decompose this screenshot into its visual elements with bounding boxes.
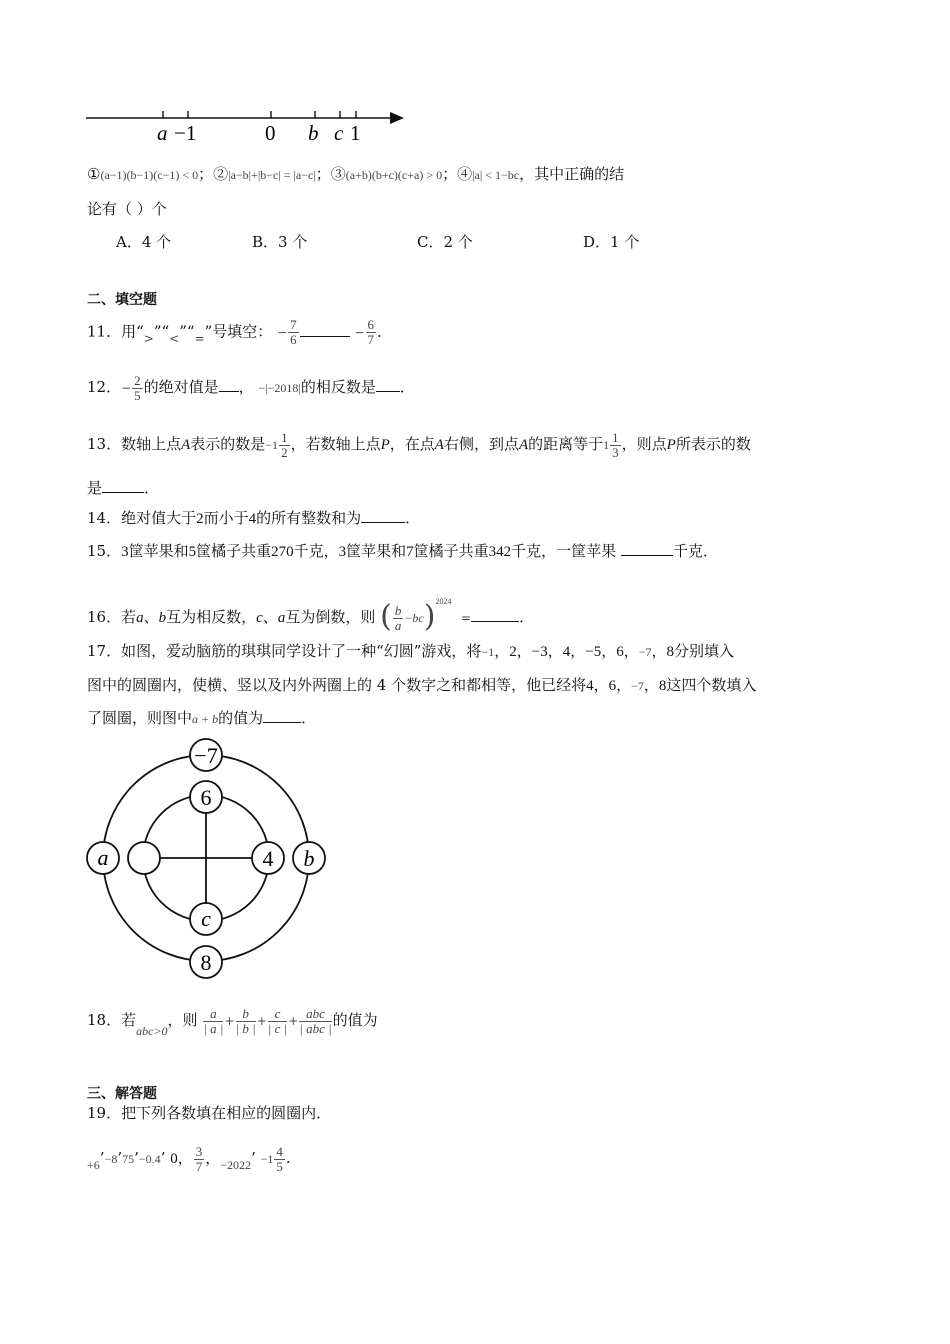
section-2-title: 二、填空题 — [87, 292, 157, 308]
svg-text:8: 8 — [200, 950, 212, 975]
svg-text:4: 4 — [262, 846, 274, 871]
label-a: a — [157, 121, 168, 145]
label-0: 0 — [265, 121, 276, 145]
q19-title: 19．把下列各数填在相应的圆圈内． — [87, 1104, 332, 1122]
fraction-neg-2-5: $\frac{2}{5}$ — [134, 372, 141, 403]
q17-line3: 了圆圈，则图中a + b的值为 ． — [87, 709, 317, 727]
q12: 12．− $\frac{2}{5}$ 的绝对值是 ， −|−2018|的相反数是 ． — [87, 372, 415, 403]
q10-line2: 论有（ ）个 — [87, 200, 167, 218]
fraction-neg-6-7: $\frac{6}{7}$ — [367, 317, 374, 347]
number-line — [80, 100, 420, 146]
q16: 16．若a、b互为相反数，c、a互为倒数，则 ( $\frac{b}{a}$ −bc)$^{2024}$ = ． — [87, 597, 535, 634]
q18: 18．若$_{abc>0}$，则 $\frac{a}{| a |}$ + $\frac{b}{| b |}$ + $\frac{c}{| c |}$ + $\frac{\text{abc}}{\text{| abc |}}$ 的值为 — [87, 1005, 378, 1038]
stmt1-math: (a−1)(b−1)(c−1) < 0 — [100, 168, 199, 182]
exponent-2024: 2024 — [435, 597, 452, 606]
q17-line2: 图中的圆圈内，使横、竖以及内外两圈上的 4 个数字之和都相等，他已经将4，6，−7，8这四个数填入 — [87, 676, 757, 694]
q17-line1: 17．如图，爱动脑筋的琪琪同学设计了一种“幻圆”游戏，将−1，2，−3，4，−5，6，−7，8分别填入 — [87, 642, 735, 660]
q11: 11．用“$_>”“_<”“_=$”号填空： − $\frac{7}{6}$ − $\frac{6}{7}$ ． — [87, 317, 393, 347]
q16-blank[interactable] — [471, 607, 519, 622]
stmt2-math: |a−b|+|b−c| = |a−c| — [228, 168, 316, 182]
option-b: B．3 个 — [252, 233, 308, 251]
option-d: D．1 个 — [583, 233, 640, 251]
node-right-inner — [252, 842, 284, 874]
option-a: A．4 个 — [116, 233, 172, 251]
q13-blank[interactable] — [102, 478, 144, 493]
fraction-b-over-a: $\frac{b}{a}$ — [394, 602, 402, 633]
label-neg1: −1 — [174, 121, 197, 145]
q15-blank[interactable] — [621, 541, 673, 556]
q12-blank-2[interactable] — [376, 377, 400, 392]
section-3-title: 三、解答题 — [87, 1086, 157, 1102]
q14: 14．绝对值大于2而小于4的所有整数和为 ． — [87, 509, 421, 527]
arrow-head-icon — [390, 112, 404, 124]
node-top-inner — [190, 781, 222, 813]
node-right-outer — [293, 842, 325, 874]
fraction-c-abs-c: $\frac{c}{| c |}$ — [267, 1005, 288, 1036]
fraction-neg-7-6: $\frac{7}{6}$ — [290, 317, 297, 347]
magic-circle-diagram — [80, 732, 340, 982]
node-left-outer — [87, 842, 119, 874]
node-bottom-outer — [190, 946, 222, 978]
svg-text:6: 6 — [200, 785, 212, 810]
label-1: 1 — [350, 121, 361, 145]
q13-line2: 是 ． — [87, 479, 160, 497]
q17-blank[interactable] — [263, 708, 301, 723]
q10-statements: ①(a−1)(b−1)(c−1) < 0；②|a−b|+|b−c| = |a−c|；③(a+b)(b+c)(c+a) > 0；④|a| < 1−bc，其中正确的结 — [87, 165, 625, 183]
q11-answer-blank[interactable] — [300, 322, 350, 337]
q19-numbers: $_{+6}$’−8’75’−0.4’ 0， $\frac{3}{7}$ ，$_{-2022}$’ −1 $\frac{4}{5}$ . — [87, 1143, 291, 1174]
option-c: C．2 个 — [417, 233, 473, 251]
svg-text:−7: −7 — [194, 743, 218, 768]
node-bottom-inner — [190, 903, 222, 935]
q13: 13．数轴上点A表示的数是−1 $\frac{1}{2}$ ，若数轴上点P，在点A右侧，到点A的距离等于1 $\frac{1}{3}$ ，则点P所表示的数 — [87, 429, 751, 460]
fraction-3-7: $\frac{3}{7}$ — [195, 1143, 203, 1174]
label-b: b — [308, 121, 319, 145]
fraction-b-abs-b: $\frac{b}{| b |}$ — [235, 1005, 256, 1036]
fraction-abc-abs-abc: $\frac{\text{abc}}{\text{| abc |}}$ — [299, 1005, 332, 1036]
svg-text:a: a — [97, 845, 109, 870]
node-left-inner-empty[interactable] — [128, 842, 160, 874]
mixed-1-1-3: $\frac{1}{3}$ — [612, 429, 619, 460]
label-c: c — [334, 121, 344, 145]
svg-text:b: b — [303, 846, 315, 871]
mixed-neg-1-1-2: $\frac{1}{2}$ — [281, 429, 288, 460]
mixed-neg-1-4-5: $\frac{4}{5}$ — [276, 1143, 283, 1174]
stmt4-math: |a| < 1−bc — [472, 168, 520, 182]
node-top-outer — [190, 739, 222, 771]
q14-blank[interactable] — [361, 508, 405, 523]
stmt3-math: (a+b)(b+c)(c+a) > 0 — [345, 168, 443, 182]
fraction-a-abs-a: $\frac{a}{| a |}$ — [203, 1005, 224, 1036]
q15: 15．3筐苹果和5筐橘子共重270千克，3筐苹果和7筐橘子共重342千克，一筐苹果 千克． — [87, 542, 718, 560]
q12-blank-1[interactable] — [219, 377, 239, 392]
svg-text:c: c — [201, 906, 211, 931]
